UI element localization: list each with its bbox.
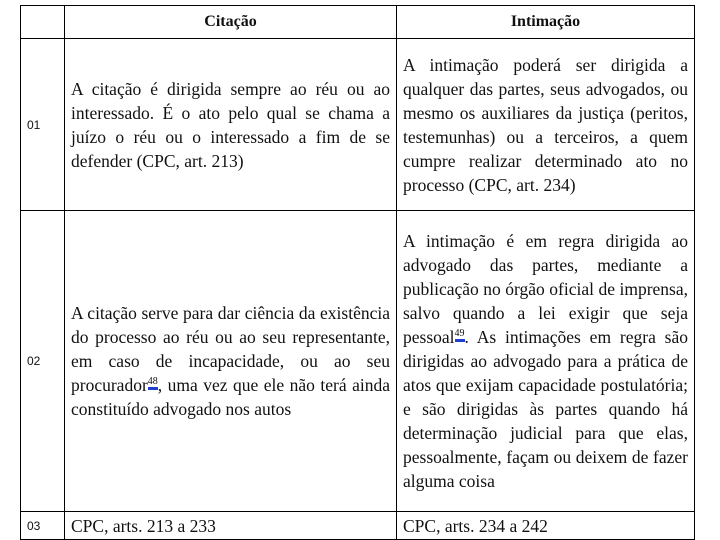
header-intimacao: Intimação — [397, 6, 695, 39]
table-row — [21, 39, 695, 211]
header-citacao: Citação — [65, 6, 397, 39]
footnote-link-48[interactable]: 48 — [148, 376, 158, 390]
intimacao-cell — [397, 211, 695, 512]
table-row — [21, 512, 695, 540]
header-row — [21, 6, 695, 39]
intimacao-text-a: A intimação é em regra dirigida ao advogado das partes, mediante a publicação no órgão oficial de imprensa, salvo quando a lei exigir que seja pessoal — [403, 231, 688, 347]
citacao-text-b: , uma vez que ele não terá ainda constituído advogado nos autos — [71, 375, 390, 419]
header-blank — [21, 6, 65, 39]
comparison-table — [20, 5, 695, 540]
row-number: 02 — [21, 211, 65, 512]
footnote-link-49[interactable]: 49 — [455, 328, 465, 342]
table-row — [21, 211, 695, 512]
citacao-cell: A citação é dirigida sempre ao réu ou ao interessado. É o ato pelo qual se chama a juízo o réu ou o interessado a fim de se defender (CPC, art. 213) — [65, 39, 397, 211]
row-number: 03 — [21, 512, 65, 540]
intimacao-cell: CPC, arts. 234 a 242 — [397, 512, 695, 540]
intimacao-cell: A intimação poderá ser dirigida a qualquer das partes, seus advogados, ou mesmo os auxiliares da justiça (peritos, testemunhas) ou a terceiros, a quem cumpre realizar determinado ato no processo (CPC, art. 234) — [397, 39, 695, 211]
citacao-cell — [65, 211, 397, 512]
intimacao-text-b: . As intimações em regra são dirigidas ao advogado para a prática de atos que exijam capacidade postulatória; e são dirigidas às partes quando há determinação judicial para que elas, pessoalmente, façam ou deixem de fazer alguma coisa — [403, 327, 688, 491]
row-number: 01 — [21, 39, 65, 211]
citacao-text-a: A citação serve para dar ciência da existência do processo ao réu ou ao seu representante, em caso de incapacidade, ou ao seu procurador — [71, 303, 390, 395]
citacao-cell: CPC, arts. 213 a 233 — [65, 512, 397, 540]
